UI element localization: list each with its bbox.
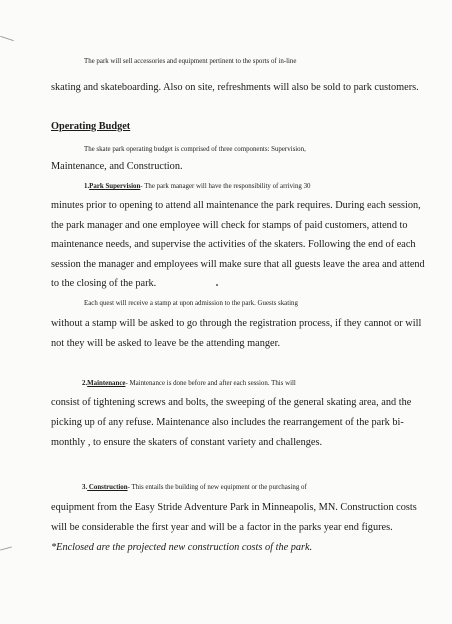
list-number: 2. [82, 380, 88, 387]
paragraph-line: picking up of any refuse. Maintenance also includes the rearrangement of the park bi- [51, 417, 404, 428]
list-number: 3. [82, 484, 88, 491]
scan-mark [0, 546, 12, 550]
list-item-text: - This entails the building of new equipment or the purchasing of [127, 484, 307, 491]
paragraph-line: the park manager and one employee will check for stamps of paid customers, attend to [51, 220, 408, 231]
scan-mark [0, 36, 14, 41]
paragraph-line: session the manager and employees will make sure that all guests leave the area and attend [51, 259, 425, 270]
paragraph-line: Each quest will receive a stamp at upon admission to the park. Guests skating [84, 300, 298, 307]
stray-dot [216, 284, 218, 286]
list-item-first-line [84, 181, 452, 193]
list-item-title: Construction [87, 484, 128, 491]
list-item-text: - The park manager will have the responsibility of arriving 30 [140, 183, 311, 190]
paragraph-line: equipment from the Easy Stride Adventure Park in Minneapolis, MN. Construction costs [51, 502, 417, 513]
paragraph-line: consist of tightening screws and bolts, the sweeping of the general skating area, and the [51, 397, 412, 408]
footnote: *Enclosed are the projected new construction costs of the park. [51, 542, 313, 553]
paragraph-line: will be considerable the first year and will be a factor in the parks year end figures. [51, 522, 393, 533]
paragraph-line: not they will be asked to leave be the attending manger. [51, 338, 281, 349]
list-item-title: Maintenance [87, 380, 126, 387]
paragraph-line: The park will sell accessories and equipment pertinent to the sports of in-line [84, 58, 297, 65]
paragraph-line: to the closing of the park. [51, 278, 157, 289]
paragraph-line: monthly , to ensure the skaters of constant variety and challenges. [51, 437, 323, 448]
list-item-first-line [82, 378, 452, 390]
list-item-text: - Maintenance is done before and after each session. This will [125, 380, 296, 387]
list-item-title: Park Supervision [89, 183, 141, 190]
section-heading: Operating Budget [51, 121, 131, 132]
paragraph-line: The skate park operating budget is comprised of three components: Supervision, [84, 146, 306, 153]
list-number: 1. [84, 183, 90, 190]
paragraph-line: minutes prior to opening to attend all maintenance the park requires. During each session, [51, 200, 421, 211]
paragraph-line: maintenance needs, and supervise the activities of the skaters. Following the end of each [51, 239, 416, 250]
list-item-first-line [82, 482, 452, 494]
paragraph-line: skating and skateboarding. Also on site, refreshments will also be sold to park customers. [51, 82, 419, 93]
paragraph-line: without a stamp will be asked to go through the registration process, if they cannot or will [51, 318, 422, 329]
paragraph-line: Maintenance, and Construction. [51, 161, 183, 172]
